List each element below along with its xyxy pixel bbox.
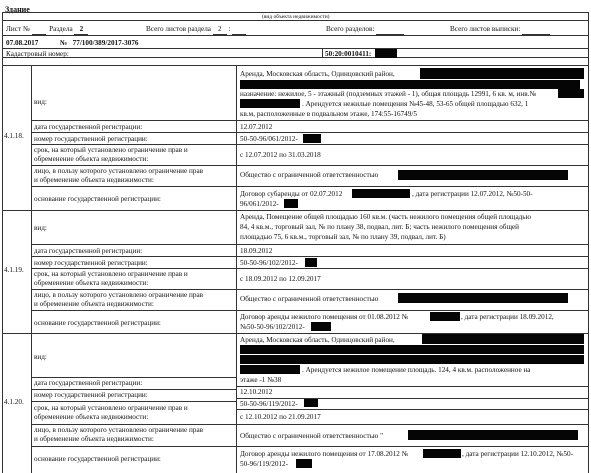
entry-id: 4.1.18.: [4, 132, 24, 140]
reg-date-label: дата государственной регистрации:: [34, 379, 143, 387]
redaction: [398, 170, 568, 180]
person-label: лицо, в пользу которого установлено ограничение прав: [34, 426, 204, 434]
person: Общество с ограниченной ответственностью: [240, 171, 379, 179]
person-label: и обременение объекта недвижимости:: [34, 435, 154, 443]
reg-date: 18.09.2012: [240, 247, 273, 255]
term-label: обременение объекта недвижимости:: [34, 279, 149, 287]
redaction: [240, 80, 580, 89]
redaction: [558, 89, 584, 98]
redaction: [304, 399, 318, 407]
basis: 96/061/2012-: [240, 200, 279, 208]
redaction: [296, 459, 312, 468]
reg-number-label: номер государственной регистрации:: [34, 391, 148, 399]
basis-label: основание государственной регистрации:: [34, 319, 161, 327]
term: с 18.09.2012 по 12.09.2017: [240, 275, 321, 283]
view-line: Аренда, Московская область, Одинцовский район,: [240, 70, 395, 78]
person: Общество с ограниченной ответственностью: [240, 295, 379, 303]
reg-date: 12.10.2012: [240, 388, 273, 396]
redaction: [423, 449, 461, 458]
redaction: [305, 258, 317, 267]
extract-number: № 77/100/389/2017-3076: [60, 39, 139, 47]
term-label: срок, на который установлено ограничение прав и: [34, 404, 188, 412]
term-label: обременение объекта недвижимости:: [34, 413, 149, 421]
view-line: . Арендуется нежилое помещение площадь. 124, 4 кв.м. расположенное на: [302, 366, 531, 374]
total-extract-sheets: Всего листов выписки:: [450, 25, 550, 35]
entry-id: 4.1.20.: [4, 398, 24, 406]
basis-label: основание государственной регистрации:: [34, 455, 161, 463]
view-line: Аренда, Московская область, Одинцовский район,: [240, 336, 395, 344]
basis: №50-50-96/102/2012-: [240, 323, 305, 331]
redaction: [311, 322, 331, 331]
object-type-title: Здание: [5, 5, 30, 14]
view-line: . Арендуется нежилые помещения №45-48, 53-65 общей площадью 632, 1: [302, 100, 529, 108]
redaction: [240, 365, 300, 374]
term-label: обременение объекта недвижимости:: [34, 155, 149, 163]
reg-date: 12.07.2012: [240, 123, 273, 131]
person-label: и обременение объекта недвижимости:: [34, 176, 154, 184]
redaction: [398, 293, 568, 303]
redaction: [240, 355, 584, 364]
person-label: лицо, в пользу которого установлено ограничение прав: [34, 167, 204, 175]
reg-number-label: номер государственной регистрации:: [34, 135, 148, 143]
reg-date-label: дата государственной регистрации:: [34, 123, 143, 131]
view-line: этаже -1 №38: [240, 376, 282, 384]
basis: , дата регистрации 12.10.2012, №50-: [462, 450, 573, 458]
view-line: площадью 75, 6 кв.м., торговый зал, № по плану 39, подвал, лит. Б): [240, 233, 446, 241]
view-label: вид:: [34, 353, 47, 361]
entry-id: 4.1.19.: [4, 266, 24, 274]
redaction: [408, 430, 578, 440]
view-line: кв.м, расположенные в подвальном этаже, 174:55-16749/5: [240, 110, 417, 118]
basis-label: основание государственной регистрации:: [34, 195, 161, 203]
basis: Договор субаренды от 02.07.2012: [240, 190, 343, 198]
redaction: [430, 312, 460, 321]
term-label: срок, на который установлено ограничение прав и: [34, 270, 188, 278]
cadastral-label: Кадастровый номер:: [6, 50, 69, 58]
reg-number: 50-50-96/061/2012-: [240, 135, 298, 143]
reg-date-label: дата государственной регистрации:: [34, 247, 143, 255]
basis: , дата регистрации 18.09.2012,: [461, 313, 554, 321]
total-sections: Всего разделов:: [326, 25, 404, 35]
person-label: и обременение объекта недвижимости:: [34, 300, 154, 308]
view-label: вид:: [34, 224, 47, 232]
extract-date: 07.08.2017: [6, 39, 39, 47]
basis: 50-96/119/2012-: [240, 460, 289, 468]
view-line: 84, 4 кв.м., торговый зал, № по плану 38, подвал, лит. Б; часть нежилого помещения общей: [240, 223, 520, 231]
basis: Договор аренды нежилого помещения от 17.08.2012 №: [240, 450, 409, 458]
person: Общество с ограниченной ответственностью ": [240, 432, 384, 440]
redaction: [420, 68, 584, 79]
redaction: [422, 334, 584, 344]
view-line: Аренда, Помещение общей площадью 160 кв.м. (часть нежилого помещения общей площадью: [240, 213, 531, 221]
reg-number: 50-50-96/102/2012-: [240, 259, 298, 267]
redaction: [240, 99, 300, 108]
redaction: [375, 49, 397, 58]
view-line: назначение: нежилое, 5 - этажный (подземных этажей - 1), общая площадь 12991, 6 кв. м, инв.№: [240, 90, 537, 98]
redaction: [284, 199, 298, 208]
sheet-number: Лист № Раздела 2: [6, 25, 88, 35]
reg-number: 50-50-96/119/2012-: [240, 400, 298, 408]
person-label: лицо, в пользу которого установлено ограничение прав: [34, 291, 204, 299]
term: с 12.07.2012 по 31.03.2018: [240, 151, 321, 159]
term-label: срок, на который установлено ограничение прав и: [34, 146, 188, 154]
basis: Договор аренды нежилого помещения от 01.08.2012 №: [240, 313, 409, 321]
object-type-note: (вид объекта недвижимости): [262, 14, 330, 20]
redaction: [303, 134, 321, 143]
basis: , дата регистрации 12.07.2012, №50-50-: [412, 190, 533, 198]
view-label: вид:: [34, 98, 47, 106]
redaction: [352, 189, 410, 198]
term: с 12.10.2012 по 21.09.2017: [240, 413, 321, 421]
redaction: [240, 345, 584, 354]
total-section-sheets: Всего листов раздела 2 :: [146, 25, 246, 35]
cadastral-value: 50:20:0010411:: [325, 50, 372, 58]
reg-number-label: номер государственной регистрации:: [34, 259, 148, 267]
